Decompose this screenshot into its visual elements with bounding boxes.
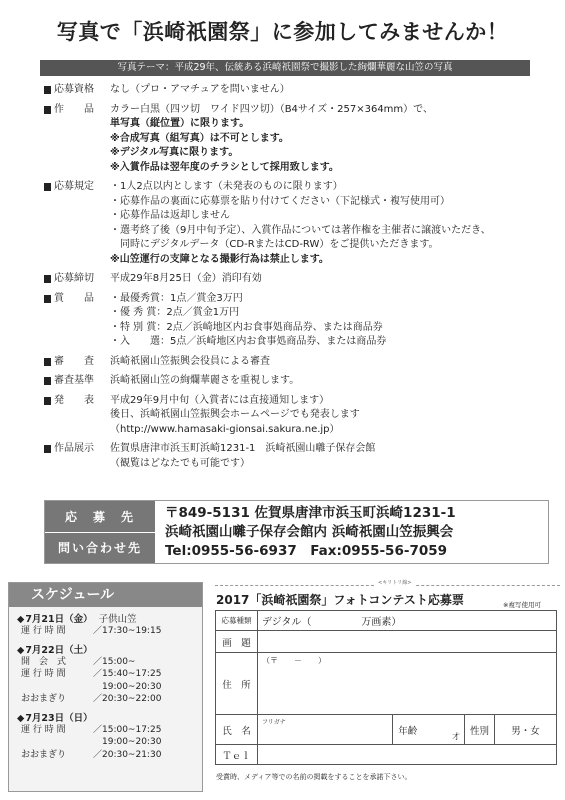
age-field[interactable]: [423, 715, 465, 745]
rule-line: （http://www.hamasaki-gionsai.sakura.ne.jp）: [110, 423, 340, 435]
contact-label-apply: 応 募 先: [45, 501, 155, 533]
schedule-date: 7月22日（土）: [25, 644, 93, 656]
postal-code: （〒 － ）: [262, 656, 326, 665]
gender-field[interactable]: 男・女: [495, 715, 557, 745]
schedule-item-key: [21, 681, 93, 694]
schedule-item-key: おおまぎり: [21, 749, 67, 760]
entry-form: [215, 610, 557, 765]
theme-bar: 写真テーマ：平成29年、伝統ある浜崎祇園祭で撮影した絢爛華麗な山笠の写真: [40, 60, 530, 76]
schedule-item-time: ／20:30~21:30: [93, 749, 162, 760]
rule-line: 後日、浜崎祇園山笠振興会ホームページでも発表します: [110, 409, 360, 420]
rule-row: [44, 180, 544, 267]
rule-label: 賞 品: [44, 292, 110, 350]
furigana-label: フリガナ: [262, 719, 286, 726]
title-label: 画 題: [216, 631, 258, 653]
type-field[interactable]: デジタル（ 万画素）: [258, 611, 557, 631]
rule-line: 佐賀県唐津市浜玉町浜崎1231-1 浜崎祇園山囃子保存会館: [110, 443, 376, 454]
rule-line: ※山笠運行の支障となる撮影行為は禁止します。: [110, 253, 329, 265]
rule-body: [110, 394, 544, 438]
schedule-day: [9, 642, 202, 656]
age-label: 年齢: [393, 715, 423, 745]
gender-label: 性別: [465, 715, 495, 745]
rule-line: ※デジタル写真に限ります。: [110, 147, 239, 158]
schedule-box: [8, 582, 203, 792]
schedule-item-key: 運 行 時 間: [21, 626, 66, 636]
rule-row: [44, 374, 544, 389]
rule-line: ・応募作品の裏面に応募票を貼り付けてください（下記様式・複写使用可）: [110, 195, 450, 207]
schedule-item: [9, 656, 202, 669]
form-title: 2017「浜崎祇園祭」フォトコンテスト応募票: [216, 593, 464, 607]
form-footer-note: 受賞時、メディア等での名前の掲載をすることを承諾下さい。: [216, 773, 412, 781]
schedule-item: [9, 693, 202, 706]
schedule-item: [9, 736, 202, 749]
rule-label: 応募規定: [44, 180, 110, 267]
address-label: 住 所: [216, 653, 258, 715]
schedule-item: [9, 749, 202, 762]
rule-line: ・1人2点以内とします（未発表のものに限ります）: [110, 181, 343, 192]
rule-line: 平成29年9月中旬（入賞者には直接通知します）: [110, 394, 330, 406]
rule-label: 応募締切: [44, 272, 110, 287]
rule-line: ・優 秀 賞：2点／賞金1万円: [110, 307, 240, 318]
rule-label: 審査基準: [44, 374, 110, 389]
rule-body: [110, 180, 544, 267]
cut-line-label: <キリトリ線>: [375, 579, 414, 586]
contact-org: 浜崎祇園山囃子保存会館内 浜崎祇園山笠振興会: [165, 524, 454, 540]
rule-row: [44, 103, 544, 176]
rule-body: [110, 103, 544, 176]
type-label: 応募種類: [216, 611, 258, 631]
schedule-item: [9, 724, 202, 737]
tel-label: Ｔｅｌ: [216, 745, 258, 765]
rule-label: 作 品: [44, 103, 110, 176]
rule-line: 浜崎祇園山笠の絢爛華麗さを重視します。: [110, 375, 300, 386]
schedule-item-time: ／17:30~19:15: [93, 626, 162, 636]
rule-label: 応募資格: [44, 83, 110, 98]
schedule-item-time: ／20:30~22:00: [93, 694, 162, 704]
rule-row: [44, 292, 544, 350]
rule-line: 単写真（縦位置）に限ります。: [110, 118, 250, 129]
schedule-item: [9, 625, 202, 638]
schedule-item-key: 開 会 式: [21, 656, 67, 667]
rule-label: 作品展示: [44, 442, 110, 471]
rule-body: [110, 83, 544, 98]
schedule-date: 7月23日（日）: [25, 712, 93, 724]
title-field[interactable]: [258, 631, 557, 653]
rules-list: [44, 83, 544, 476]
schedule-day: [9, 710, 202, 724]
rule-row: [44, 272, 544, 287]
contact-label-inquiry: 問い合わせ先: [57, 541, 142, 556]
rule-line: ※合成写真（組写真）は不可とします。: [110, 132, 289, 144]
rule-line: ・入 選：5点／浜崎地区内お食事処商品券、または商品券: [110, 336, 387, 347]
rule-line: 浜崎祇園山笠振興会役員による審査: [110, 355, 270, 367]
schedule-heading: スケジュール: [9, 583, 202, 607]
rule-line: ・応募作品は返却しません: [110, 210, 230, 221]
contact-details: [155, 501, 548, 563]
rule-line: カラー白黒（四ツ切 ワイド四ツ切）（B4サイズ・257×364mm）で、: [110, 103, 433, 115]
schedule-item: [9, 668, 202, 681]
rule-label: 発 表: [44, 394, 110, 438]
form-note: ※複写使用可: [503, 601, 541, 609]
schedule-day-note: 子供山笠: [98, 614, 137, 625]
page-title: 写真で「浜崎祇園祭」に参加してみませんか！: [56, 20, 509, 44]
schedule-item-time: ／15:40~17:25: [93, 669, 162, 679]
schedule-item-key: [21, 736, 93, 749]
name-field[interactable]: [258, 715, 393, 745]
rule-line: なし（プロ・アマチュアを問いません）: [110, 84, 290, 95]
rule-body: [110, 374, 544, 389]
rule-body: [110, 292, 544, 350]
rule-line: ※入賞作品は翌年度のチラシとして採用致します。: [110, 161, 339, 173]
schedule-item-time: 19:00~20:30: [93, 737, 162, 747]
schedule-item-key: 運 行 時 間: [21, 724, 66, 735]
contact-phone: Tel:0955-56-6937 Fax:0955-56-7059: [165, 543, 448, 559]
rule-row: [44, 355, 544, 370]
rule-line: 同時にデジタルデータ（CD-RまたはCD-RW）をご提供いただきます。: [110, 239, 439, 250]
schedule-item: [9, 681, 202, 694]
contact-address: 〒849-5131 佐賀県唐津市浜玉町浜崎1231-1: [165, 505, 456, 521]
rule-line: ・選考終了後（9月中旬予定）、入賞作品については著作権を主催者に譲渡いただき、: [110, 224, 491, 236]
rule-line: ・特 別 賞：2点／浜崎地区内お食事処商品券、または商品券: [110, 321, 383, 333]
rule-line: 平成29年8月25日（金）消印有効: [110, 273, 262, 284]
name-label: 氏 名: [216, 715, 258, 745]
rule-body: [110, 442, 544, 471]
tel-field[interactable]: [258, 745, 557, 765]
address-field[interactable]: [258, 653, 557, 715]
schedule-item-time: 19:00~20:30: [93, 681, 162, 692]
contact-label-block: [45, 501, 155, 563]
schedule-day: [9, 611, 202, 625]
schedule-item-time: ／15:00~17:25: [93, 724, 162, 735]
rule-body: [110, 272, 544, 287]
schedule-body: [9, 611, 202, 761]
schedule-date: 7月21日（金）: [25, 614, 93, 625]
schedule-item-key: おおまぎり: [21, 694, 67, 704]
rule-row: [44, 442, 544, 471]
rule-line: ・最優秀賞：1点／賞金3万円: [110, 292, 243, 304]
rule-row: [44, 83, 544, 98]
rule-line: （観覧はどなたでも可能です）: [110, 457, 250, 469]
contact-box: [44, 500, 549, 564]
rule-body: [110, 355, 544, 370]
age-unit: 才: [452, 732, 460, 741]
schedule-item-key: 運 行 時 間: [21, 669, 66, 679]
rule-row: [44, 394, 544, 438]
schedule-item-time: ／15:00~: [93, 656, 136, 667]
rule-label: 審 査: [44, 355, 110, 370]
